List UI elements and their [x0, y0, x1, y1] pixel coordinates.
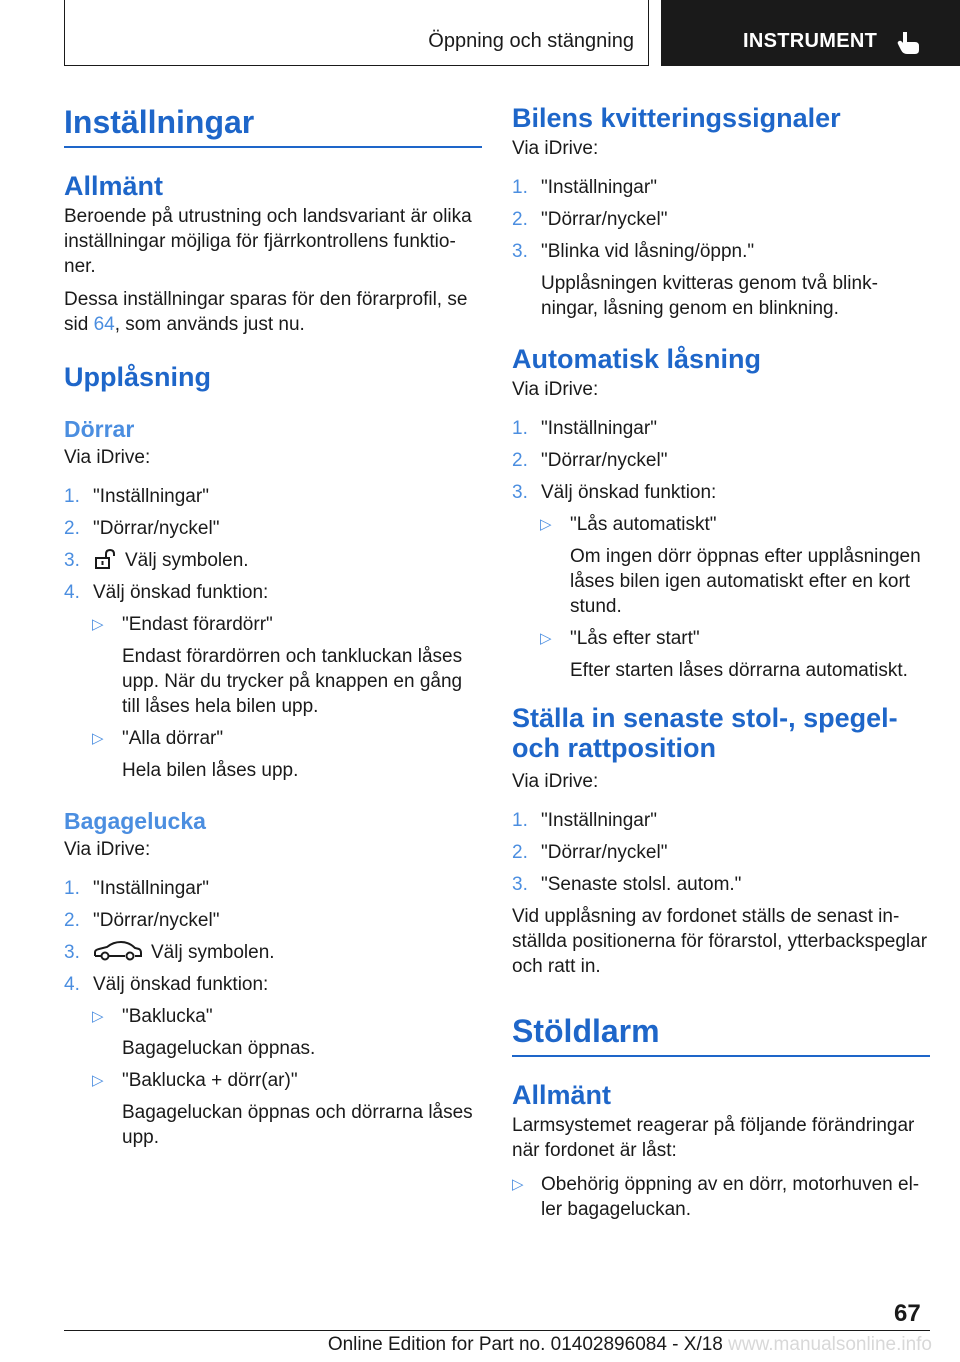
pointing-hand-icon: [895, 28, 923, 56]
header-section-box: [64, 0, 649, 66]
triangle-right-icon: ▷: [92, 729, 104, 747]
list-item: 2. "Dörrar/nyckel": [64, 517, 220, 539]
header-chapter-title: INSTRUMENT: [743, 30, 878, 52]
list-item: 1. "Inställningar": [64, 877, 209, 899]
car-outline-icon: [93, 940, 143, 962]
heading-kvitteringssignaler: Bilens kvitteringssignaler: [512, 103, 841, 133]
list-item: 3. Välj symbolen.: [64, 941, 275, 963]
list-item: 3. "Senaste stolsl. autom.": [512, 874, 742, 895]
watermark: www.manualsonline.info: [728, 1334, 932, 1355]
triangle-right-icon: ▷: [92, 1071, 104, 1089]
right-column: [512, 100, 930, 1222]
list-item: 1. "Inställningar": [512, 810, 657, 831]
option-alla-dorrar: ▷ "Alla dörrar": [92, 727, 224, 749]
triangle-right-icon: ▷: [92, 615, 104, 633]
option-description: Bagageluckan öppnas.: [122, 1037, 316, 1059]
allmant-paragraph-2: Dessa inställningar sparas för den förarprofil, se sid 64, som används just nu.: [64, 288, 468, 335]
kvitt-description: Upplåsningen kvitteras genom två blink-ningar, låsning genom en blinkning.: [541, 273, 878, 319]
option-description: Bagageluckan öppnas och dörrarna låses upp.: [122, 1101, 473, 1148]
option-endast-forardorr: ▷ "Endast förardörr": [92, 613, 273, 635]
option-description: Endast förardörren och tankluckan låses upp. När du trycker på knappen en gång till låses hela bilen upp.: [122, 645, 463, 717]
page-number: 67: [894, 1300, 921, 1327]
header-section-title: Öppning och stängning: [428, 30, 634, 52]
list-item: 3. "Blinka vid låsning/öppn.": [512, 241, 755, 262]
bagage-via: Via iDrive:: [64, 838, 151, 860]
list-item: 4. Välj önskad funktion:: [64, 973, 269, 995]
dorrar-via: Via iDrive:: [64, 446, 151, 468]
open-padlock-icon: [93, 548, 117, 570]
stalla-description: Vid upplåsning av fordonet ställs de senast in-ställda positionerna för förarstol, ytterbackspeglar och ratt in.: [512, 906, 928, 977]
footer-edition: Online Edition for Part no. 01402896084 - X/18 www.manualsonline.info: [327, 1334, 932, 1355]
option-description: Efter starten låses dörrarna automatiskt.: [570, 660, 908, 681]
triangle-right-icon: ▷: [92, 1007, 104, 1025]
stold-paragraph: Larmsystemet reagerar på följande förändringar när fordonet är låst:: [512, 1114, 915, 1161]
option-baklucka: ▷ "Baklucka": [92, 1005, 213, 1027]
title-divider: [64, 146, 482, 148]
heading-allmant-stoldlarm: Allmänt: [512, 1079, 612, 1110]
list-item: 1. "Inställningar": [512, 418, 657, 439]
heading-upplasning: Upplåsning: [64, 361, 211, 392]
list-item: 2. "Dörrar/nyckel": [64, 909, 220, 931]
list-item: ▷ Obehörig öppning av en dörr, motorhuven el-ler bagageluckan.: [512, 1173, 920, 1220]
option-baklucka-dorrar: ▷ "Baklucka + dörr(ar)": [92, 1069, 298, 1091]
option-description: Om ingen dörr öppnas efter upplåsningen låses bilen igen automatiskt efter en kort stund.: [570, 546, 921, 617]
footer-divider: [64, 1330, 930, 1331]
triangle-right-icon: ▷: [540, 516, 552, 533]
heading-bagagelucka: Bagagelucka: [64, 807, 206, 834]
list-item: 2. "Dörrar/nyckel": [512, 450, 668, 471]
list-item: 3. Välj symbolen.: [64, 549, 249, 571]
heading-allmant: Allmänt: [64, 170, 164, 201]
option-las-efter-start: ▷ "Lås efter start": [540, 628, 700, 649]
stalla-via: Via iDrive:: [512, 771, 599, 792]
kvitt-via: Via iDrive:: [512, 138, 599, 159]
list-item: 2. "Dörrar/nyckel": [512, 209, 668, 230]
list-item: 1. "Inställningar": [64, 485, 209, 507]
title-divider: [512, 1055, 930, 1057]
heading-stalla-in: Ställa in senaste stol-, spegel- och rattposition: [512, 703, 898, 763]
page-link-64[interactable]: 64: [93, 313, 115, 335]
allmant-paragraph-1: Beroende på utrustning och landsvariant är olika inställningar möjliga för fjärrkontrollens funktio-ner.: [64, 205, 472, 277]
list-item: 1. "Inställningar": [512, 177, 657, 198]
list-item: 3. Välj önskad funktion:: [512, 482, 717, 503]
section-title-stoldlarm: Stöldlarm: [512, 1013, 660, 1049]
option-las-automatiskt: ▷ "Lås automatiskt": [540, 514, 717, 535]
heading-dorrar: Dörrar: [64, 415, 135, 442]
triangle-right-icon: ▷: [540, 630, 552, 647]
list-item: 2. "Dörrar/nyckel": [512, 842, 668, 863]
heading-automatisk-lasning: Automatisk låsning: [512, 344, 762, 374]
auto-via: Via iDrive:: [512, 379, 599, 400]
left-column: [64, 100, 482, 1150]
option-description: Hela bilen låses upp.: [122, 759, 299, 781]
triangle-right-icon: ▷: [512, 1175, 524, 1193]
header-chapter-box: [661, 0, 960, 66]
section-title-installningar: Inställningar: [64, 104, 255, 140]
list-item: 4. Välj önskad funktion:: [64, 581, 269, 603]
